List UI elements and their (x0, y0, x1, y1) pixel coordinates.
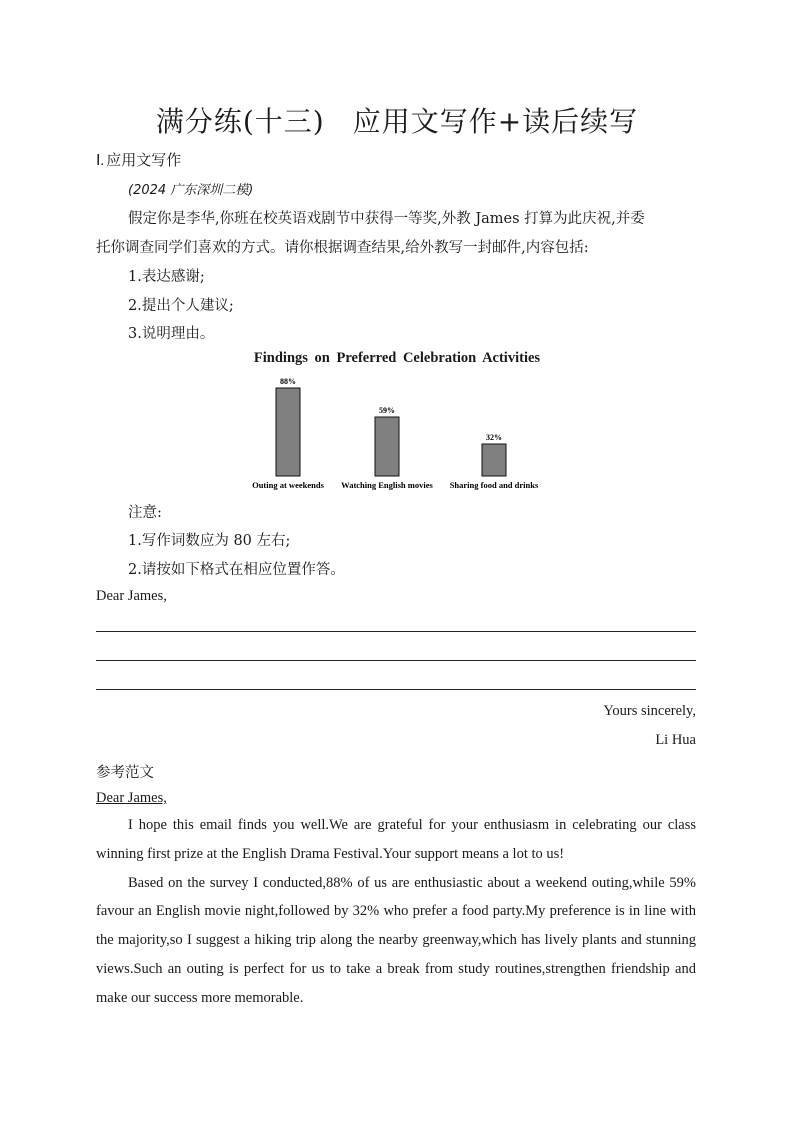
answer-line-2[interactable] (96, 660, 696, 661)
chart-category-label: Watching English movies (341, 480, 433, 490)
task-prompt-line2: 托你调查同学们喜欢的方式。请你根据调查结果,给外教写一封邮件,内容包括: (96, 240, 589, 256)
chart-value-label: 32% (486, 433, 502, 442)
answer-line-1[interactable] (96, 631, 696, 632)
answer-greeting: Dear James, (96, 588, 167, 604)
chart-value-label: 59% (379, 406, 395, 415)
notice-label: 注意: (128, 505, 162, 521)
chart-plot (236, 346, 558, 496)
task-source: (2024 广东深圳二模) (128, 183, 254, 198)
page-title-right: 应用文写作+读后续写 (352, 105, 639, 138)
chart-category-label: Sharing food and drinks (449, 480, 539, 490)
chart-bar (375, 417, 399, 476)
section-title: 应用文写作 (106, 151, 182, 169)
sample-paragraph-2: Based on the survey I conducted,88% of us are enthusiastic about a weekend outing,while 59% favour an English movie night,followed by 32% who prefer a food party.My preference is in line with the majority,so I suggest a hiking trip along the nearby greenway,which has lively plants and stunning views.Such an outing is perfect for us to take a break from study routines,strengthen friendship and make our success more memorable. (96, 874, 696, 1006)
chart-title: Findings on Preferred Celebration Activities (253, 350, 541, 366)
notice-1: 1.写作词数应为 80 左右; (128, 533, 291, 549)
chart-category-label: Outing at weekends (252, 480, 324, 490)
page-title (0, 100, 794, 140)
survey-chart (236, 346, 558, 496)
chart-bar (482, 444, 506, 476)
task-point-3: 3.说明理由。 (128, 326, 215, 342)
sample-essay (96, 811, 696, 1013)
page-title-left: 满分练(十三) (155, 105, 325, 138)
section-heading (96, 149, 181, 170)
task-prompt-line1: 假定你是李华,你班在校英语戏剧节中获得一等奖,外教 James 打算为此庆祝,并委 (128, 211, 645, 227)
task-point-1: 1.表达感谢; (128, 269, 205, 285)
sample-heading: 参考范文 (96, 765, 154, 781)
answer-closing: Yours sincerely, (603, 703, 696, 719)
notice-2: 2.请按如下格式在相应位置作答。 (128, 562, 345, 578)
task-point-2: 2.提出个人建议; (128, 298, 234, 314)
chart-bar (276, 388, 300, 476)
chart-value-label: 88% (280, 377, 296, 386)
answer-signature: Li Hua (655, 732, 696, 748)
sample-greeting: Dear James, (96, 790, 167, 806)
section-number: Ⅰ. (96, 153, 105, 169)
sample-paragraph-1: I hope this email finds you well.We are grateful for your enthusiasm in celebrating our class winning first prize at the English Drama Festival.Your support means a lot to us! (96, 817, 696, 862)
answer-line-3[interactable] (96, 689, 696, 690)
